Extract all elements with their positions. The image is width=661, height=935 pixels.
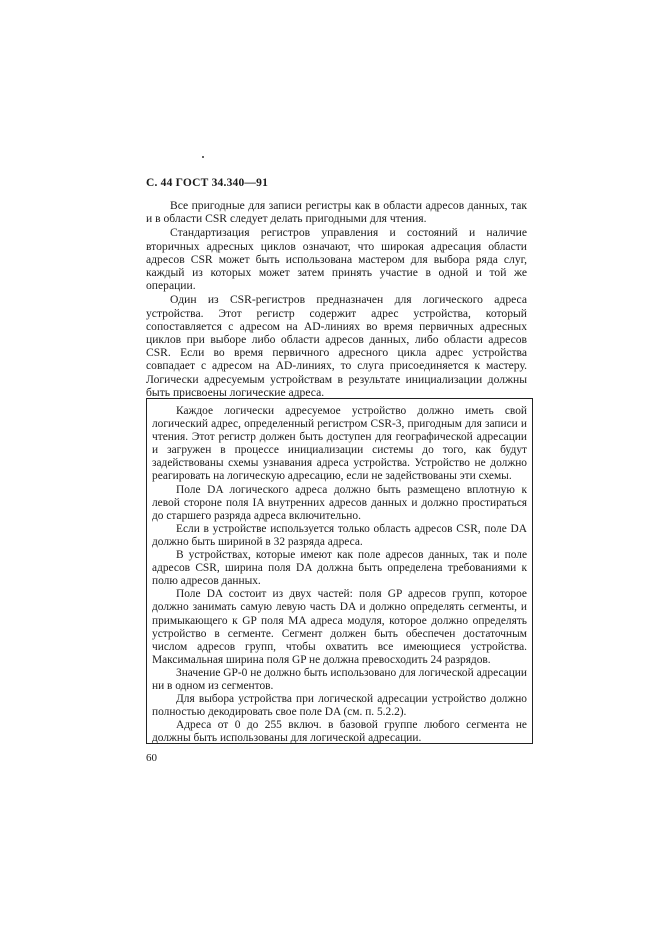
body-paragraph-2: Стандартизация регистров управления и состояний и наличие вторичных адресных циклов означают, что широкая адресация области адресов CSR может быть использована мастером для выбора ряда слуг, каждый из которых может затем принять участие в одной и той же операции. [146,226,527,293]
requirements-box [146,398,533,744]
body-paragraph-1: Все пригодные для записи регистры как в области адресов данных, так и в области CSR следует делать пригодными для чтения. [146,199,527,226]
box-paragraph-7: Для выбора устройства при логической адресации устройство должно полностью декодировать свое поле DA (см. п. 5.2.2). [152,693,527,719]
page-number: 60 [146,752,157,764]
box-paragraph-4: В устройствах, которые имеют как поле адресов данных, так и поле адресов CSR, ширина поля DA должна быть определена требованиями к полю адресов данных. [152,549,527,588]
page-header: С. 44 ГОСТ 34.340—91 [146,177,269,189]
stray-mark [202,156,204,158]
box-paragraph-5: Поле DA состоит из двух частей: поля GP адресов групп, которое должно занимать самую левую часть DA и должно определять сегменты, и примыкающего к GP поля MA адреса модуля, которое должно определять устройство в сегменте. Сегмент должен быть обеспечен достаточным числом адресов групп, чтобы охватить все имеющиеся устройства. Максимальная ширина поля GP не должна превосходить 24 разрядов. [152,588,527,666]
body-paragraph-3: Один из CSR-регистров предназначен для логического адреса устройства. Этот регистр содержит адрес устройства, который сопоставляется с адресом на AD-линиях во время первичных адресных циклов при выборе либо области адресов данных, либо области адресов CSR. Если во время первичного адресного цикла адрес устройства совпадает с адресом на AD-линиях, то слуга присоединяется к мастеру. Логически адресуемым устройствам в результате инициализации должны быть присвоены логические адреса. [146,293,527,399]
box-paragraph-2: Поле DA логического адреса должно быть размещено вплотную к левой стороне поля IA внутренних адресов данных и должно простираться до старшего разряда адреса включительно. [152,483,527,522]
box-paragraph-1: Каждое логически адресуемое устройство должно иметь свой логический адрес, определенный регистром CSR-3, пригодным для записи и чтения. Этот регистр должен быть доступен для географической адресации и загружен в процессе инициализации системы до того, как будут задействованы схемы узнавания адреса устройства. Устройство не должно реагировать на логическую адресацию, если не задействованы эти схемы. [152,405,527,483]
box-paragraph-6: Значение GP-0 не должно быть использовано для логической адресации ни в одном из сегментов. [152,666,527,692]
box-paragraph-8: Адреса от 0 до 255 включ. в базовой группе любого сегмента не должны быть использованы для логической адресации. [152,719,527,745]
box-paragraph-3: Если в устройстве используется только область адресов CSR, поле DA должно быть шириной в 32 разряда адреса. [152,522,527,548]
body-text [146,199,527,399]
